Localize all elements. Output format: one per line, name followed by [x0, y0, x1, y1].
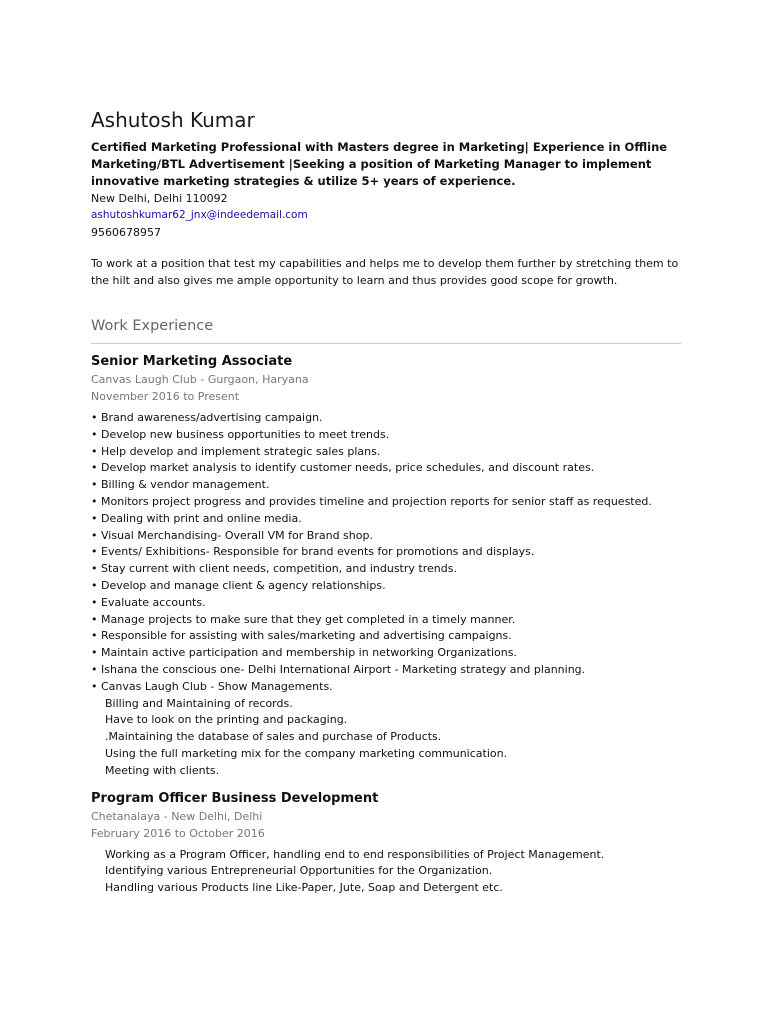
- sub-item: Meeting with clients.: [105, 763, 220, 777]
- resume-content: [91, 106, 681, 897]
- bullet-item: • Events/ Exhibitions- Responsible for brand events for promotions and displays.: [91, 544, 681, 561]
- section-divider: [91, 343, 681, 344]
- headline: Certified Marketing Professional with Masters degree in Marketing| Experience in Offline Marketing/BTL Advertisement |Seeking a position of Marketing Manager to implement innovative marketing strategies & utilize 5+ years of experience.: [91, 140, 668, 188]
- objective-summary: To work at a position that test my capabilities and helps me to develop them further by stretching them to the hilt and also gives me ample opportunity to learn and thus provides good scope for growth.: [91, 257, 679, 287]
- bullet-item: • Maintain active participation and membership in networking Organizations.: [91, 645, 681, 662]
- job-company-location: [91, 371, 681, 388]
- bullet-item: • Billing & vendor management.: [91, 477, 681, 494]
- bullet-item: • Dealing with print and online media.: [91, 511, 681, 528]
- meta-separator: -: [160, 809, 172, 823]
- bullet-item: • Manage projects to make sure that they get completed in a timely manner.: [91, 612, 681, 629]
- job-sub-items: [91, 847, 681, 897]
- sub-item: Using the full marketing mix for the company marketing communication.: [105, 746, 508, 760]
- job-title: Senior Marketing Associate: [91, 354, 293, 369]
- phone-number: 9560678957: [91, 226, 161, 239]
- job-entry: [91, 353, 681, 780]
- bullet-item: • Stay current with client needs, competition, and industry trends.: [91, 561, 681, 578]
- bullet-item: • Visual Merchandising- Overall VM for Brand shop.: [91, 528, 681, 545]
- bullet-item: • Canvas Laugh Club - Show Managements.: [91, 679, 681, 696]
- sub-item: Billing and Maintaining of records.: [105, 696, 293, 710]
- job-location: Gurgaon, Haryana: [207, 373, 309, 386]
- location: New Delhi, Delhi 110092: [91, 192, 228, 205]
- company-name: Chetanalaya: [91, 809, 161, 823]
- sub-item: Handling various Products line Like-Paper, Jute, Soap and Detergent etc.: [105, 881, 503, 895]
- bullet-item: • Develop new business opportunities to meet trends.: [91, 427, 681, 444]
- bullet-item: • Responsible for assisting with sales/marketing and advertising campaigns.: [91, 628, 681, 645]
- sub-item: Have to look on the printing and packaging.: [105, 713, 348, 727]
- bullet-item: • Monitors project progress and provides timeline and projection reports for senior staff as requested.: [91, 494, 681, 511]
- section-title-work-experience: Work Experience: [91, 318, 214, 334]
- job-location: New Delhi, Delhi: [171, 809, 263, 823]
- bullet-item: • Brand awareness/advertising campaign.: [91, 410, 681, 427]
- company-name: Canvas Laugh Club: [91, 373, 197, 386]
- bullet-item: • Develop market analysis to identify customer needs, price schedules, and discount rates.: [91, 460, 681, 477]
- sub-item: Identifying various Entrepreneurial Opportunities for the Organization.: [105, 864, 493, 878]
- candidate-name: Ashutosh Kumar: [91, 108, 255, 132]
- meta-separator: -: [196, 373, 208, 386]
- job-entry: [91, 790, 681, 897]
- sub-item: .Maintaining the database of sales and purchase of Products.: [105, 730, 442, 744]
- job-bullets: [91, 410, 681, 696]
- job-dates: February 2016 to October 2016: [91, 826, 265, 840]
- job-dates: November 2016 to Present: [91, 390, 240, 403]
- bullet-item: • Ishana the conscious one- Delhi International Airport - Marketing strategy and planning.: [91, 662, 681, 679]
- bullet-item: • Evaluate accounts.: [91, 595, 681, 612]
- job-title: Program Officer Business Development: [91, 790, 379, 806]
- bullet-item: • Develop and manage client & agency relationships.: [91, 578, 681, 595]
- job-company-location: [91, 808, 681, 825]
- email-link[interactable]: ashutoshkumar62_jnx@indeedemail.com: [91, 209, 308, 221]
- bullet-item: • Help develop and implement strategic sales plans.: [91, 444, 681, 461]
- sub-item: Working as a Program Officer, handling end to end responsibilities of Project Management.: [105, 847, 605, 861]
- job-sub-items: [91, 696, 681, 780]
